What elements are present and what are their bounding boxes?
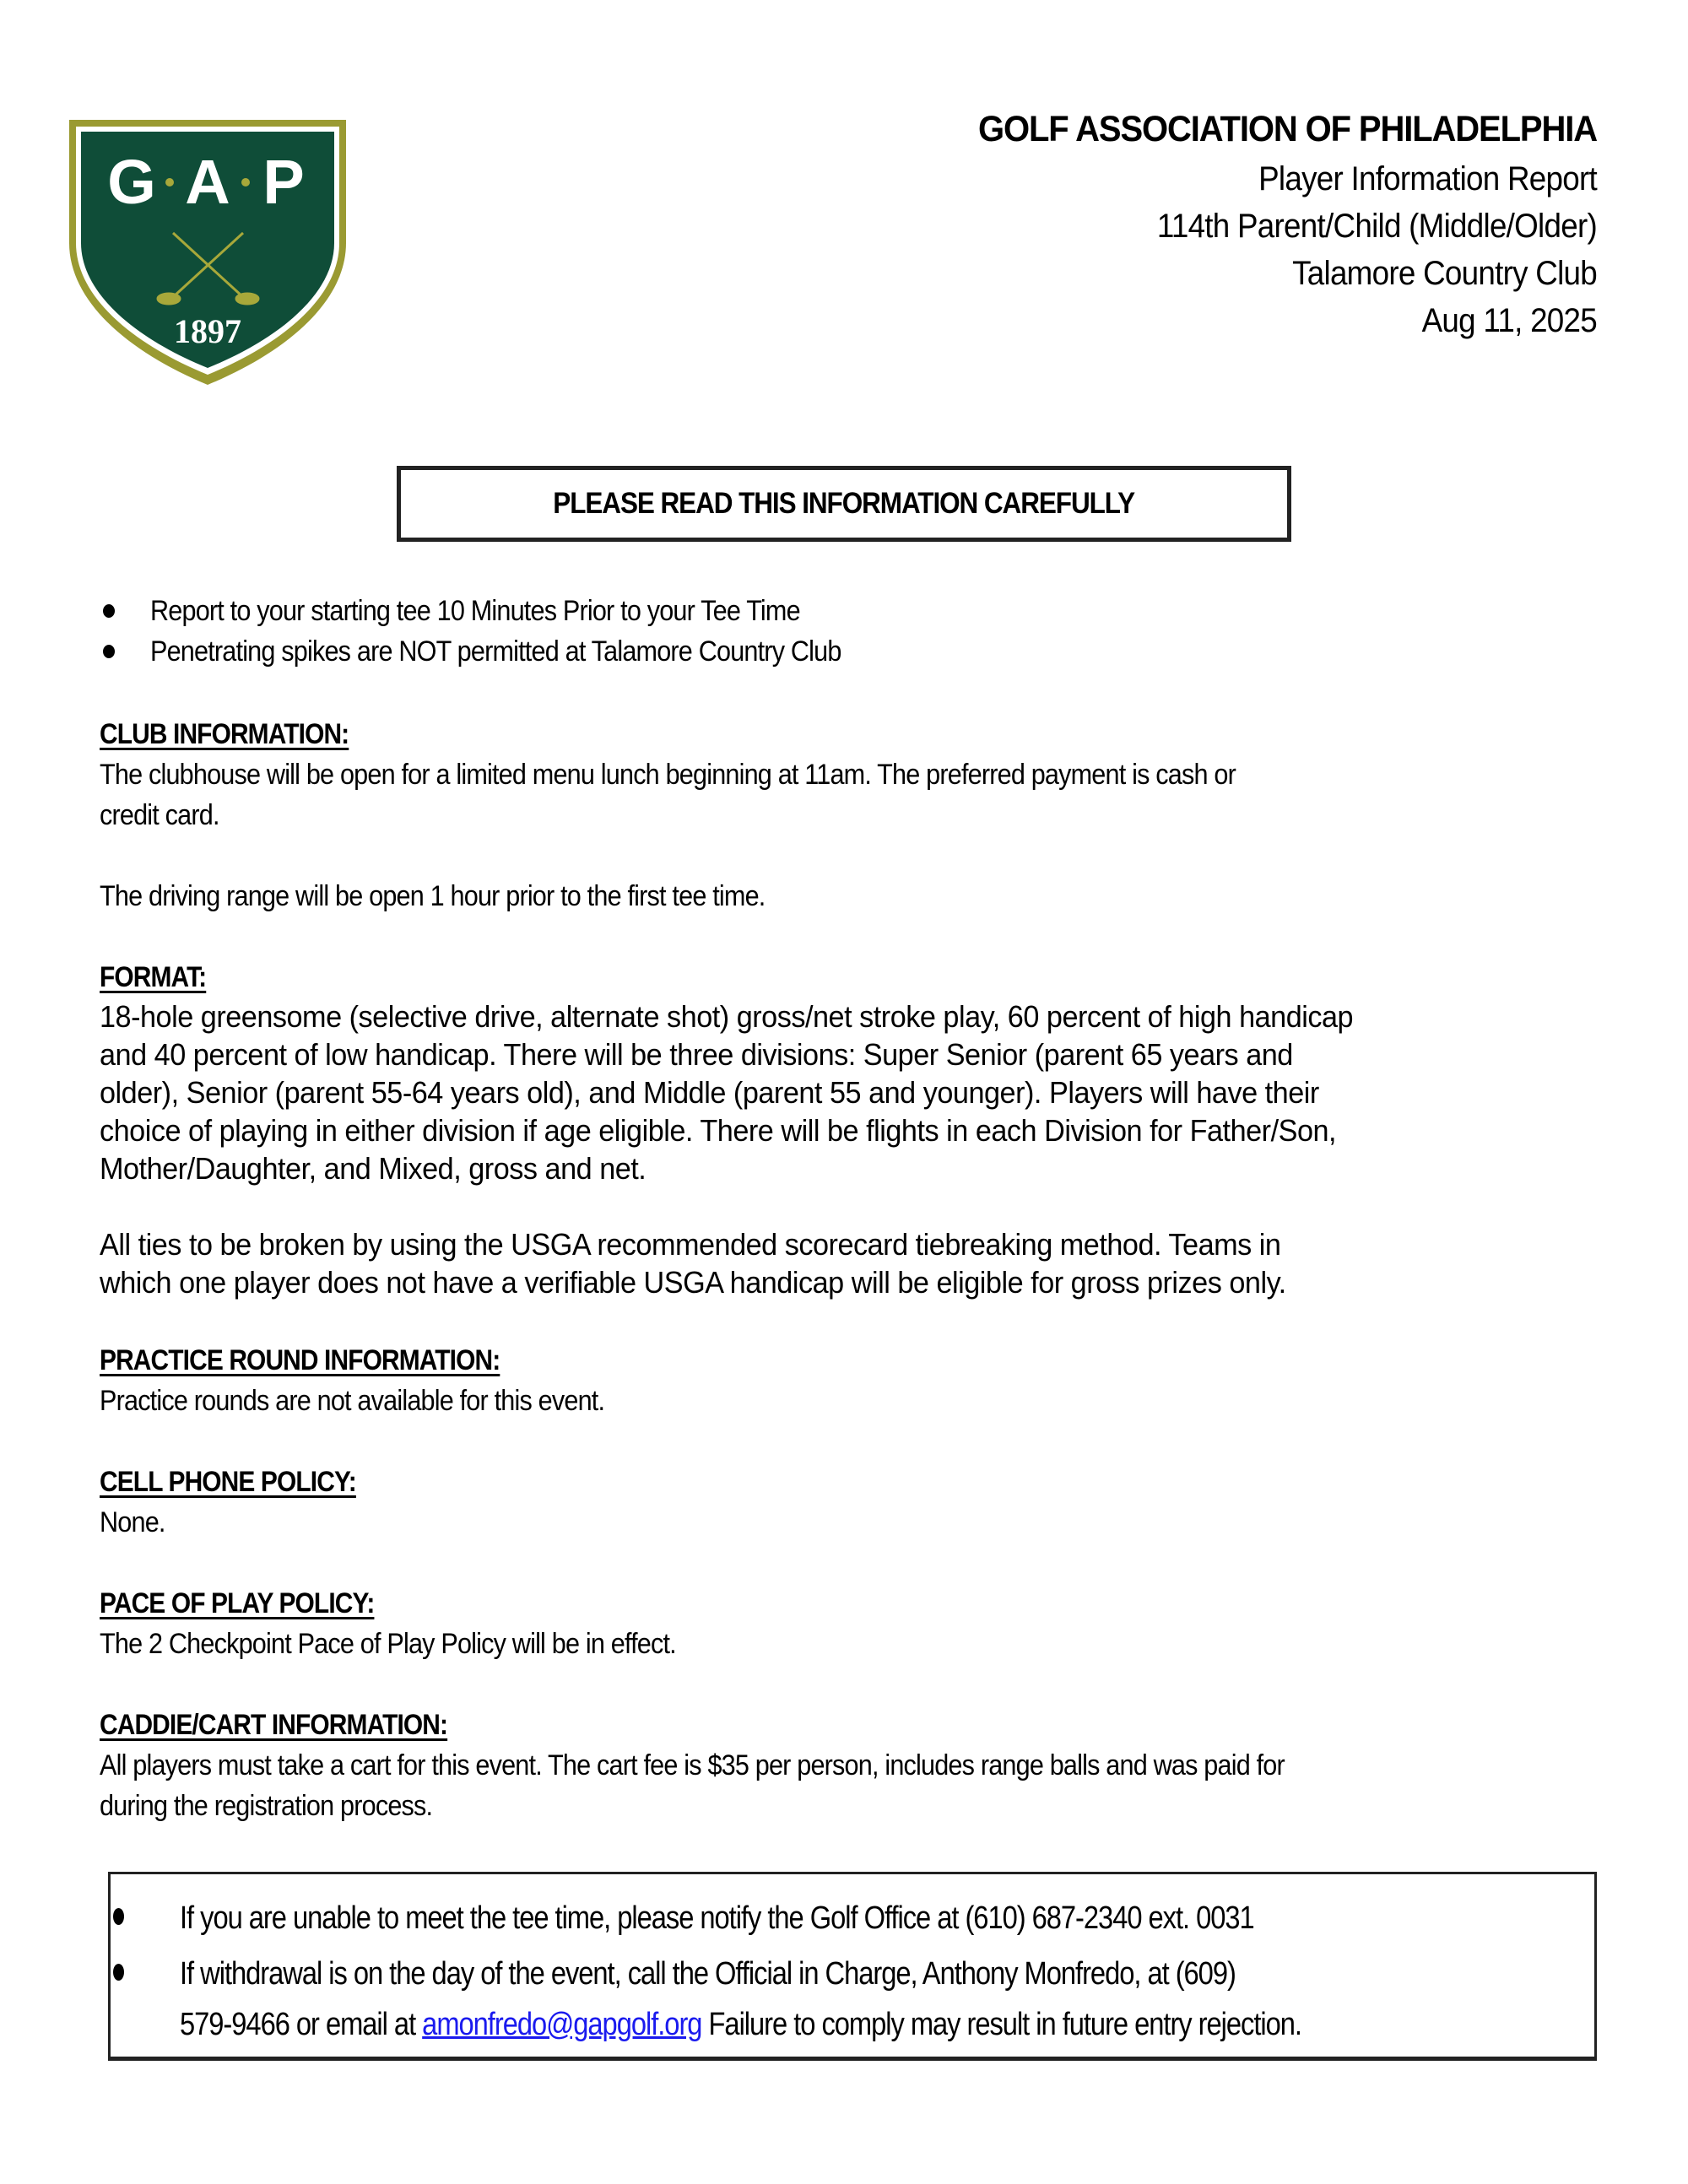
section-heading: FORMAT: — [100, 961, 207, 993]
bullet-item — [100, 631, 918, 672]
section-heading: CADDIE/CART INFORMATION: — [100, 1709, 448, 1741]
official-email-link[interactable]: amonfredo@gapgolf.org — [422, 2007, 702, 2042]
bullet-icon — [113, 1908, 124, 1925]
section-pace-of-play — [100, 1583, 1602, 1664]
notice-text: PLEASE READ THIS INFORMATION CAREFULLY — [553, 487, 1135, 520]
venue-name: Talamore Country Club — [1292, 255, 1597, 292]
withdrawal-phone-text: 579-9466 or email at — [180, 2007, 423, 2042]
logo-letter-p: P — [262, 147, 305, 217]
bullet-icon — [113, 1964, 124, 1981]
section-text: and 40 percent of low handicap. There will be three divisions: Super Senior (parent 65 years and — [100, 1037, 1293, 1072]
section-heading: PACE OF PLAY POLICY: — [100, 1587, 375, 1619]
contact-bullet-item — [111, 1893, 1484, 1943]
section-heading: CLUB INFORMATION: — [100, 718, 349, 750]
section-club-information — [100, 714, 1602, 916]
gap-shield-icon — [66, 116, 349, 388]
contact-bullet-item — [111, 1949, 1484, 2050]
section-format — [100, 957, 1602, 1301]
logo-year: 1897 — [174, 312, 241, 350]
section-text: which one player does not have a verifiable USGA handicap will be eligible for gross prizes only. — [100, 1265, 1286, 1300]
section-text: Practice rounds are not available for this event. — [100, 1385, 605, 1417]
section-text: choice of playing in either division if age eligible. There will be flights in each Division for Father/Son, — [100, 1113, 1337, 1148]
section-text: All players must take a cart for this event. The cart fee is $35 per person, includes range balls and was paid for — [100, 1749, 1285, 1781]
section-text: during the registration process. — [100, 1790, 433, 1822]
section-text: Mother/Daughter, and Mixed, gross and net. — [100, 1151, 647, 1186]
bullet-icon — [103, 645, 115, 658]
report-header — [753, 103, 1597, 344]
section-text: All ties to be broken by using the USGA recommended scorecard tiebreaking method. Teams in — [100, 1227, 1281, 1262]
section-caddie-cart — [100, 1705, 1602, 1826]
contact-notice-box — [108, 1872, 1597, 2061]
section-text: The driving range will be open 1 hour prior to the first tee time. — [100, 880, 766, 912]
section-text: 18-hole greensome (selective drive, alternate shot) gross/net stroke play, 60 percent of high handicap — [100, 999, 1354, 1034]
bullet-item — [100, 591, 918, 631]
logo-letter-a: A — [185, 147, 230, 217]
logo-letter-g: G — [107, 147, 156, 217]
read-carefully-notice — [397, 466, 1291, 542]
section-heading: CELL PHONE POLICY: — [100, 1466, 356, 1498]
tee-time-notice: If you are unable to meet the tee time, please notify the Golf Office at (610) 687-2340 ext. 0031 — [180, 1900, 1254, 1936]
top-bullet-list — [100, 591, 918, 672]
event-date: Aug 11, 2025 — [1421, 302, 1597, 339]
report-title: Player Information Report — [1258, 160, 1597, 197]
section-text: older), Senior (parent 55-64 years old), and Middle (parent 55 and younger). Players will have their — [100, 1075, 1319, 1110]
contact-bullet-list — [111, 1893, 1484, 2050]
withdrawal-notice-line1: If withdrawal is on the day of the event, call the Official in Charge, Anthony Monfredo, at (609) — [180, 1956, 1236, 1992]
section-text: The clubhouse will be open for a limited menu lunch beginning at 11am. The preferred payment is cash or — [100, 759, 1236, 791]
bullet-text: Penetrating spikes are NOT permitted at Talamore Country Club — [150, 635, 841, 668]
section-heading: PRACTICE ROUND INFORMATION: — [100, 1344, 500, 1376]
bullet-text: Report to your starting tee 10 Minutes Prior to your Tee Time — [150, 595, 800, 627]
gap-logo — [66, 116, 349, 388]
withdrawal-notice-line2 — [180, 1999, 1301, 2050]
section-cell-phone-policy — [100, 1462, 1602, 1543]
section-practice-round — [100, 1340, 1602, 1421]
bullet-icon — [103, 604, 115, 618]
withdrawal-warning-text: Failure to comply may result in future entry rejection. — [701, 2007, 1301, 2042]
section-text: The 2 Checkpoint Pace of Play Policy will be in effect. — [100, 1628, 676, 1660]
event-name: 114th Parent/Child (Middle/Older) — [1156, 208, 1597, 245]
section-text: credit card. — [100, 799, 219, 831]
organization-name: GOLF ASSOCIATION OF PHILADELPHIA — [978, 109, 1597, 149]
section-text: None. — [100, 1506, 165, 1538]
